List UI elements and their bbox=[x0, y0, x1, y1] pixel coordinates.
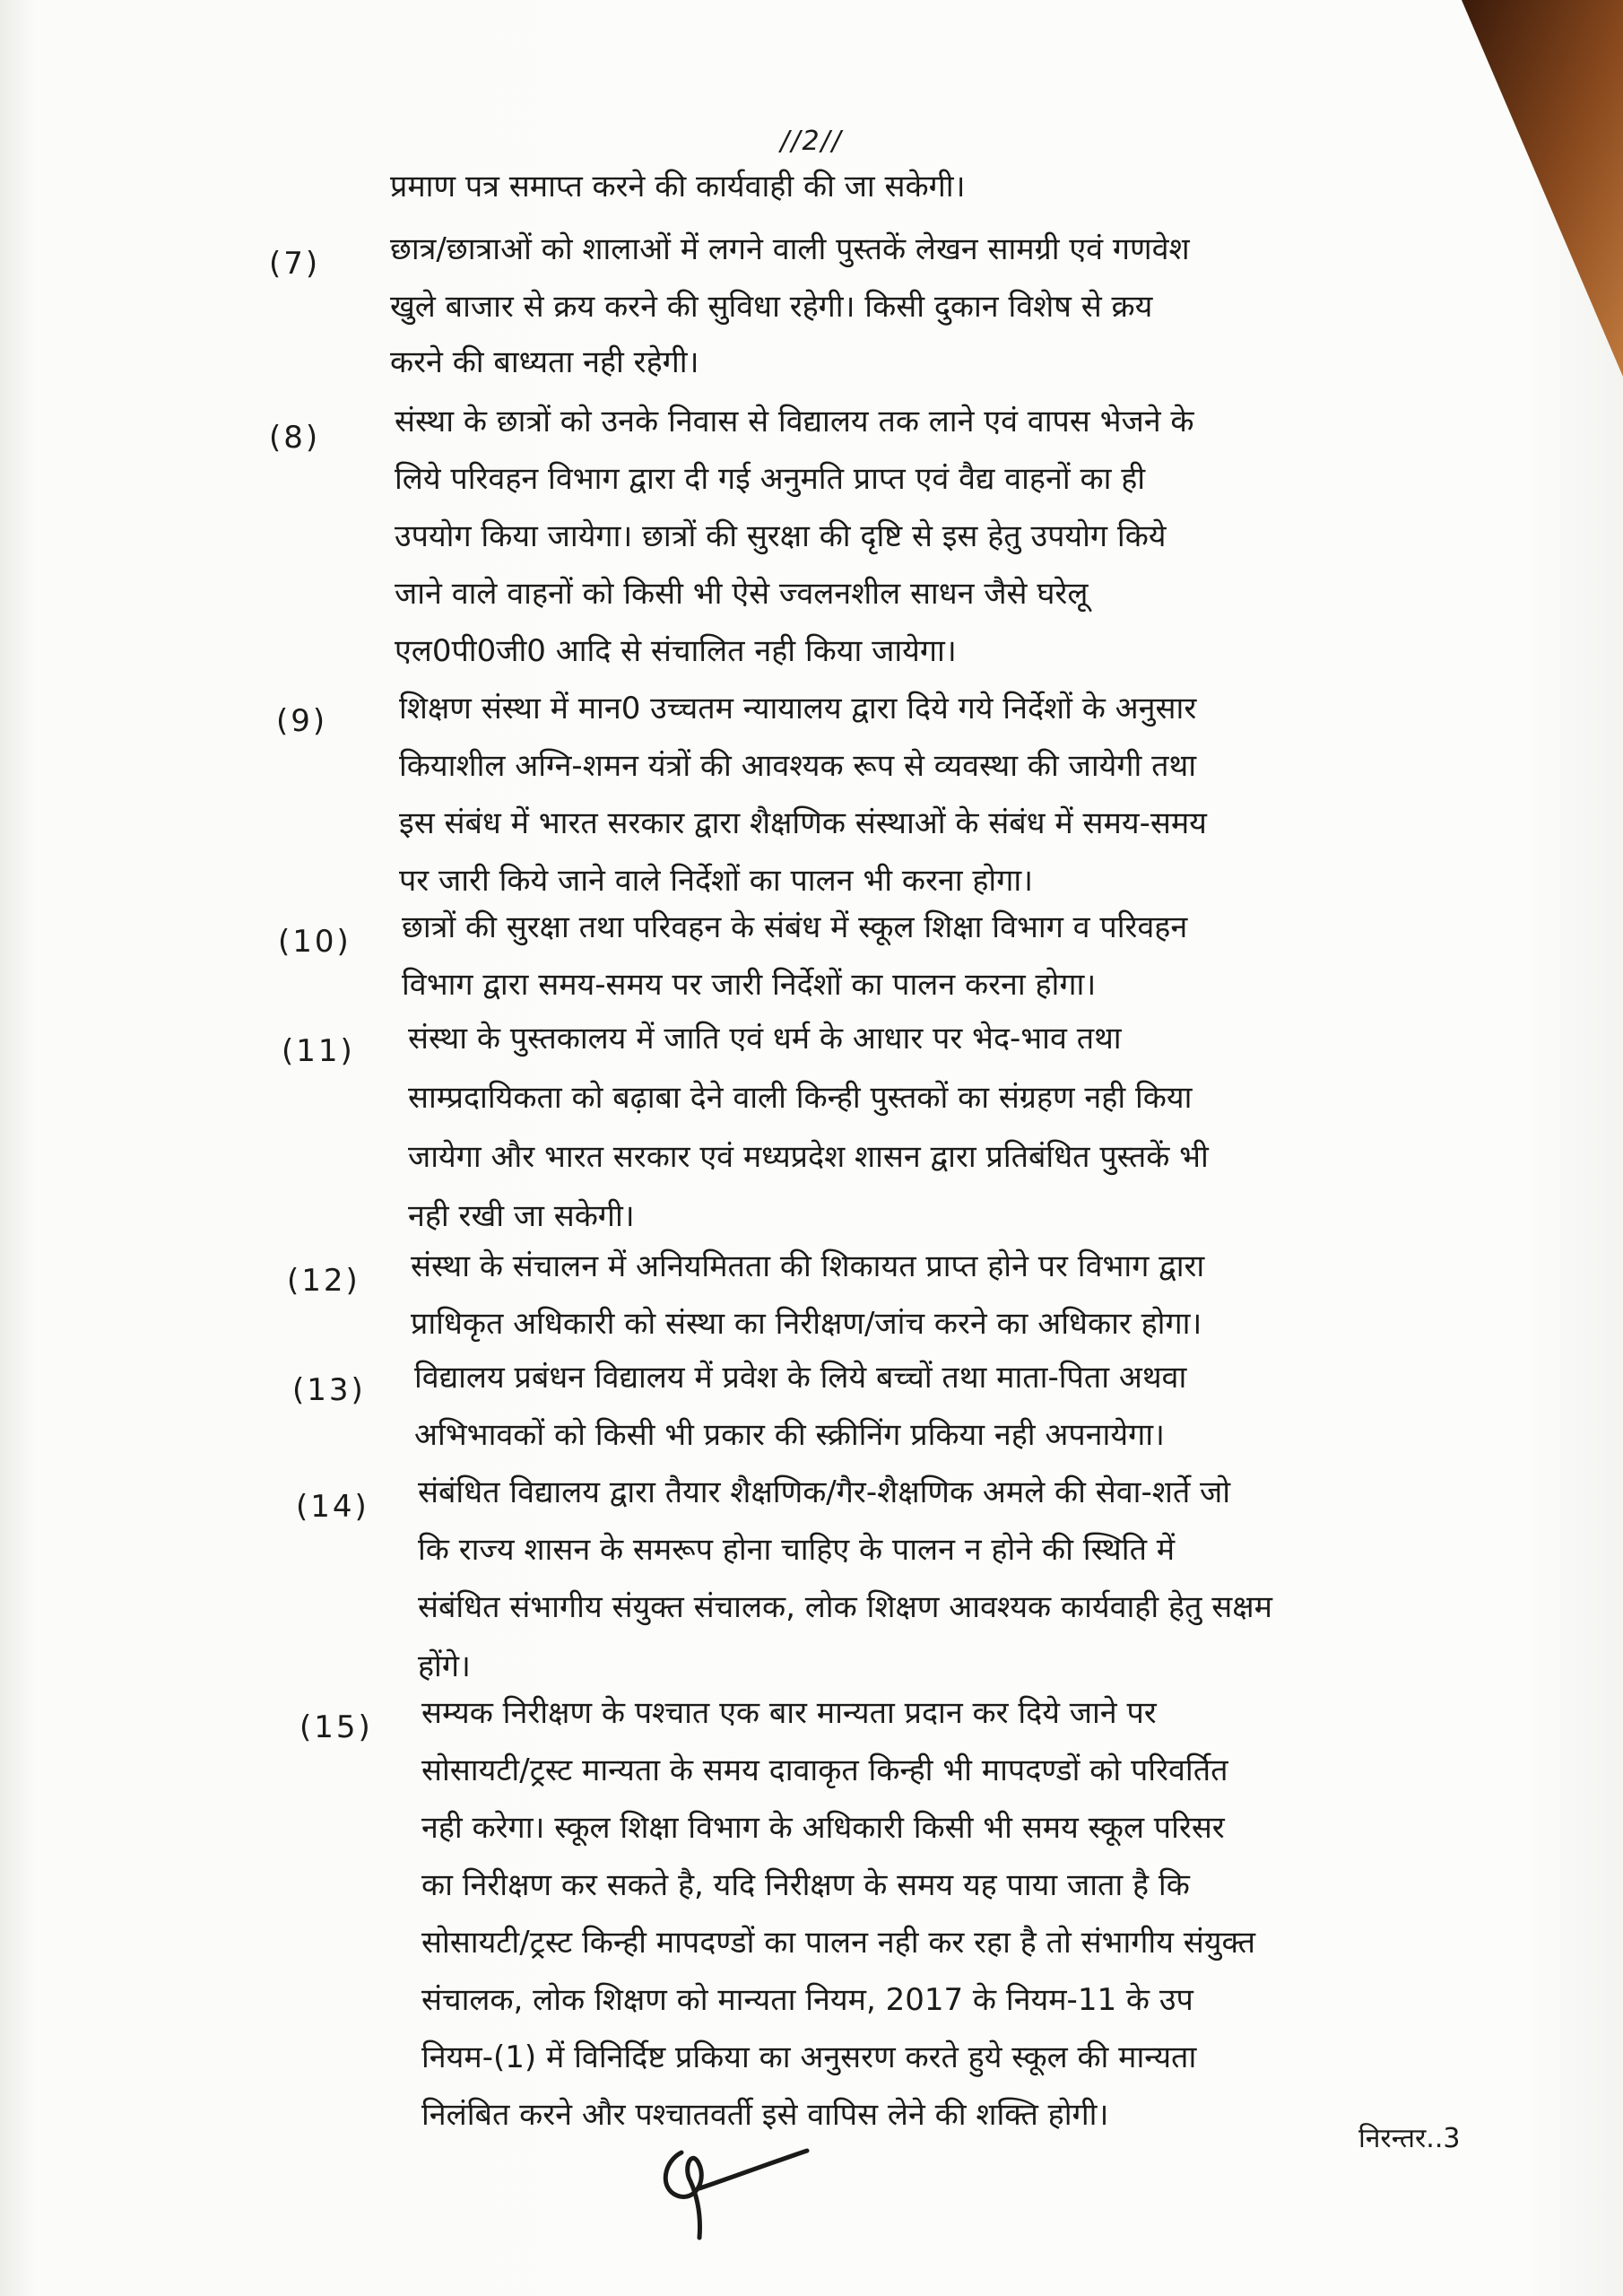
clause-line: अभिभावकों को किसी भी प्रकार की स्क्रीनिंग प्रकिया नही अपनायेगा। bbox=[414, 1417, 1165, 1453]
clause-line: विद्यालय प्रबंधन विद्यालय में प्रवेश के लिये बच्चों तथा माता-पिता अथवा bbox=[414, 1360, 1187, 1396]
clause-number: (9) bbox=[276, 703, 328, 739]
clause-line: नही रखी जा सकेगी। bbox=[408, 1198, 635, 1234]
clause-line: छात्रों की सुरक्षा तथा परिवहन के संबंध में स्कूल शिक्षा विभाग व परिवहन bbox=[402, 909, 1188, 945]
clause-line: जायेगा और भारत सरकार एवं मध्यप्रदेश शासन द्वारा प्रतिबंधित पुस्तकें भी bbox=[408, 1139, 1209, 1175]
clause-line: नही करेगा। स्कूल शिक्षा विभाग के अधिकारी किसी भी समय स्कूल परिसर bbox=[421, 1810, 1225, 1846]
clause-line: कि राज्य शासन के समरूप होना चाहिए के पालन न होने की स्थिति में bbox=[418, 1532, 1176, 1568]
clause-line: उपयोग किया जायेगा। छात्रों की सुरक्षा की दृष्टि से इस हेतु उपयोग किये bbox=[395, 518, 1167, 554]
page-number: //2// bbox=[780, 126, 843, 157]
page-corner-fold bbox=[1300, 0, 1623, 377]
clause-line: संबंधित संभागीय संयुक्त संचालक, लोक शिक्षण आवश्यक कार्यवाही हेतु सक्षम bbox=[418, 1589, 1272, 1625]
clause-line: संस्था के छात्रों को उनके निवास से विद्यालय तक लाने एवं वापस भेजने के bbox=[395, 404, 1194, 439]
clause-line: करने की बाध्यता नही रहेगी। bbox=[390, 344, 699, 380]
clause-line: इस संबंध में भारत सरकार द्वारा शैक्षणिक संस्थाओं के संबंध में समय-समय bbox=[399, 805, 1207, 841]
clause-line: खुले बाजार से क्रय करने की सुविधा रहेगी। किसी दुकान विशेष से क्रय bbox=[390, 289, 1153, 325]
clause-line: छात्र/छात्राओं को शालाओं में लगने वाली पुस्तकें लेखन सामग्री एवं गणवेश bbox=[390, 231, 1190, 267]
clause-number: (8) bbox=[269, 420, 321, 456]
clause-line: कियाशील अग्नि-शमन यंत्रों की आवश्यक रूप से व्यवस्था की जायेगी तथा bbox=[399, 748, 1197, 784]
clause-line: विभाग द्वारा समय-समय पर जारी निर्देशों का पालन करना होगा। bbox=[402, 967, 1097, 1003]
clause-line: होंगे। bbox=[418, 1648, 471, 1684]
clause-line: का निरीक्षण कर सकते है, यदि निरीक्षण के समय यह पाया जाता है कि bbox=[421, 1867, 1190, 1903]
clause-line: संचालक, लोक शिक्षण को मान्यता नियम, 2017 के नियम-11 के उप bbox=[421, 1982, 1193, 2018]
clause-line: साम्प्रदायिकता को बढ़ाबा देने वाली किन्ही पुस्तकों का संग्रहण नही किया bbox=[408, 1080, 1193, 1116]
clause-line: संस्था के पुस्तकालय में जाति एवं धर्म के आधार पर भेद-भाव तथा bbox=[408, 1021, 1122, 1057]
intro-line: प्रमाण पत्र समाप्त करने की कार्यवाही की जा सकेगी। bbox=[390, 169, 966, 204]
clause-line: सम्यक निरीक्षण के पश्चात एक बार मान्यता प्रदान कर दिये जाने पर bbox=[421, 1695, 1157, 1731]
clause-line: नियम-(1) में विनिर्दिष्ट प्रकिया का अनुसरण करते हुये स्कूल की मान्यता bbox=[421, 2039, 1197, 2075]
clause-line: जाने वाले वाहनों को किसी भी ऐसे ज्वलनशील साधन जैसे घरेलू bbox=[395, 576, 1089, 612]
clause-line: सोसायटी/ट्रस्ट मान्यता के समय दावाकृत किन्ही भी मापदण्डों को परिवर्तित bbox=[421, 1752, 1228, 1788]
clause-number: (12) bbox=[287, 1263, 360, 1299]
clause-number: (10) bbox=[278, 924, 352, 960]
clause-number: (15) bbox=[299, 1709, 373, 1745]
clause-line: सोसायटी/ट्रस्ट किन्ही मापदण्डों का पालन नही कर रहा है तो संभागीय संयुक्त bbox=[421, 1925, 1256, 1961]
clause-line: पर जारी किये जाने वाले निर्देशों का पालन भी करना होगा। bbox=[399, 863, 1034, 899]
handwritten-signature bbox=[646, 2126, 816, 2251]
clause-line: लिये परिवहन विभाग द्वारा दी गई अनुमति प्राप्त एवं वैद्य वाहनों का ही bbox=[395, 461, 1146, 497]
clause-line: प्राधिकृत अधिकारी को संस्था का निरीक्षण/जांच करने का अधिकार होगा। bbox=[411, 1306, 1202, 1342]
clause-line: शिक्षण संस्था में मान0 उच्चतम न्यायालय द्वारा दिये गये निर्देशों के अनुसार bbox=[399, 691, 1197, 726]
clause-number: (11) bbox=[282, 1033, 355, 1069]
clause-line: निलंबित करने और पश्चातवर्ती इसे वापिस लेने की शक्ति होगी। bbox=[421, 2097, 1109, 2133]
clause-number: (13) bbox=[292, 1372, 366, 1408]
clause-line: संबंधित विद्यालय द्वारा तैयार शैक्षणिक/गैर-शैक्षणिक अमले की सेवा-शर्ते जो bbox=[418, 1474, 1231, 1510]
clause-number: (7) bbox=[269, 246, 321, 282]
clause-line: एल0पी0जी0 आदि से संचालित नही किया जायेगा। bbox=[395, 633, 957, 669]
clause-line: संस्था के संचालन में अनियमितता की शिकायत प्राप्त होने पर विभाग द्वारा bbox=[411, 1248, 1205, 1284]
clause-number: (14) bbox=[296, 1489, 369, 1525]
continued-note: निरन्तर..3 bbox=[1358, 2123, 1461, 2154]
